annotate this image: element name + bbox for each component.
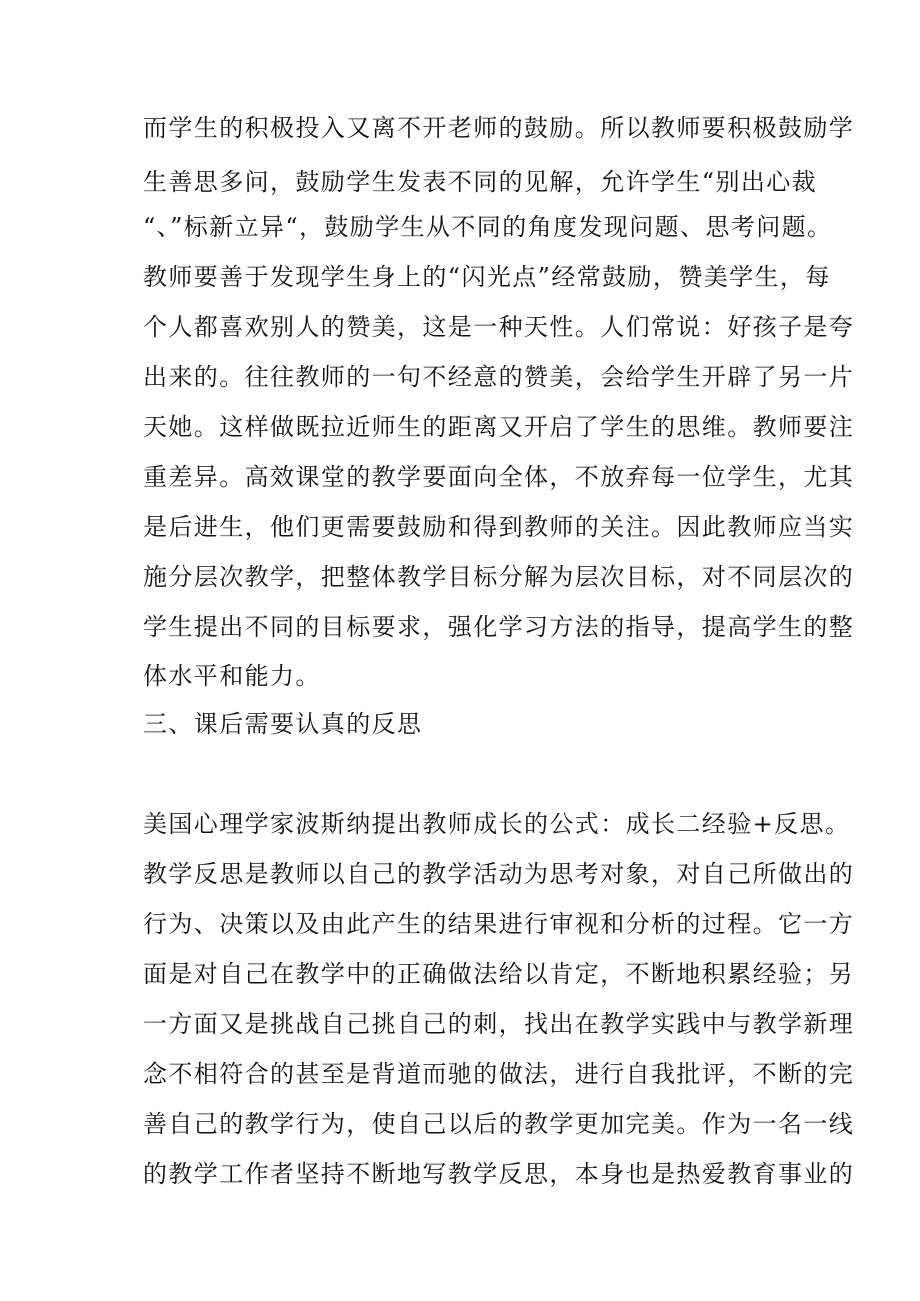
paragraph-line: 体水平和能力。 [143, 662, 321, 690]
paragraph-line: 出来的。往往教师的一句不经意的赞美，会给学生开辟了另一片 [143, 363, 855, 391]
paragraph-line: 是后进生，他们更需要鼓励和得到教师的关注。因此教师应当实 [143, 513, 855, 541]
paragraph-line: 行为、决策以及由此产生的结果进行审视和分析的过程。它一方 [143, 910, 855, 938]
paragraph-line: 教师要善于发现学生身上的“闪光点”经常鼓励，赞美学生，每 [143, 263, 831, 291]
paragraph-line: 生善思多问，鼓励学生发表不同的见解，允许学生“别出心裁 [143, 168, 818, 196]
paragraph-line: 教学反思是教师以自己的教学活动为思考对象，对自己所做出的 [143, 860, 855, 888]
paragraph-line: 善自己的教学行为，使自己以后的教学更加完美。作为一名一线 [143, 1110, 855, 1138]
paragraph-line: 面是对自己在教学中的正确做法给以肯定，不断地积累经验；另 [143, 960, 855, 988]
paragraph-line: 天她。这样做既拉近师生的距离又开启了学生的思维。教师要注 [143, 413, 855, 441]
section-heading: 三、课后需要认真的反思 [143, 710, 423, 738]
paragraph-line: 念不相符合的甚至是背道而驰的做法，进行自我批评，不断的完 [143, 1060, 855, 1088]
paragraph-line: “、”标新立异“，鼓励学生从不同的角度发现问题、思考问题。 [143, 213, 833, 241]
paragraph-line: 个人都喜欢别人的赞美，这是一种天性。人们常说：好孩子是夸 [143, 313, 855, 341]
paragraph-line: 而学生的积极投入又离不开老师的鼓励。所以教师要积极鼓励学 [143, 114, 855, 142]
paragraph-line: 重差异。高效课堂的教学要面向全体，不放弃每一位学生，尤其 [143, 463, 855, 491]
paragraph-line: 学生提出不同的目标要求，强化学习方法的指导，提高学生的整 [143, 613, 855, 641]
paragraph-line: 一方面又是挑战自己挑自己的刺，找出在教学实践中与教学新理 [143, 1010, 855, 1038]
paragraph-line: 美国心理学家波斯纳提出教师成长的公式：成长二经验+反思。 [143, 810, 851, 838]
paragraph-line: 的教学工作者坚持不断地写教学反思，本身也是热爱教育事业的 [143, 1160, 855, 1188]
paragraph-line: 施分层次教学，把整体教学目标分解为层次目标，对不同层次的 [143, 563, 855, 591]
